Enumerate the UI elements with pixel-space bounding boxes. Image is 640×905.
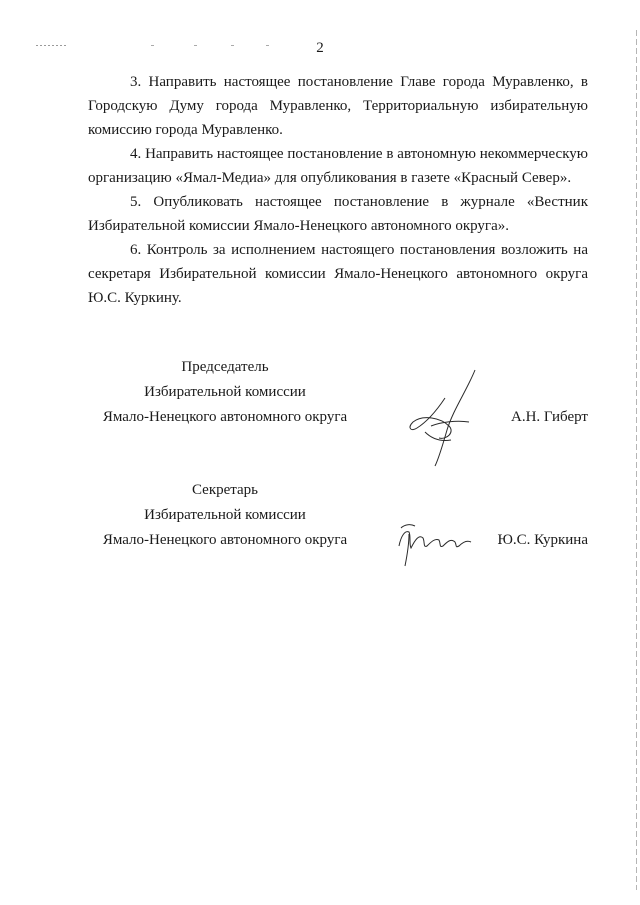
secretary-title-line3: Ямало-Ненецкого автономного округа — [102, 532, 348, 548]
secretary-signature — [395, 520, 475, 570]
chairman-name: А.Н. Гиберт — [511, 409, 588, 425]
chairman-title-line3: Ямало-Ненецкого автономного округа — [102, 409, 348, 425]
chairman-title-block — [95, 355, 355, 430]
secretary-title-block — [95, 478, 355, 553]
chairman-title-line1: Председатель — [181, 359, 269, 375]
body-text — [88, 70, 588, 310]
paragraph-4: 4. Направить настоящее постановление в автономную некоммерческую организацию «Ямал-Медиа» для опубликования в газете «Красный Север». — [88, 146, 588, 186]
secretary-title-line1: Секретарь — [191, 482, 259, 498]
chairman-title-line2: Избирательной комиссии — [144, 384, 306, 400]
scan-artifact-right-edge — [635, 30, 638, 890]
secretary-name: Ю.С. Куркина — [497, 532, 588, 548]
paragraph-6: 6. Контроль за исполнением настоящего постановления возложить на секретаря Избирательной комиссии Ямало-Ненецкого автономного округа Ю.С. Куркину. — [88, 242, 588, 306]
paragraph-3: 3. Направить настоящее постановление Главе города Муравленко, в Городскую Думу города Муравленко, Территориальную избирательную комиссию города Муравленко. — [88, 74, 588, 138]
page-number: 2 — [316, 40, 324, 56]
paragraph-5: 5. Опубликовать настоящее постановление в журнале «Вестник Избирательной комиссии Ямало-Ненецкого автономного округа». — [88, 194, 588, 234]
secretary-title-line2: Избирательной комиссии — [144, 507, 306, 523]
